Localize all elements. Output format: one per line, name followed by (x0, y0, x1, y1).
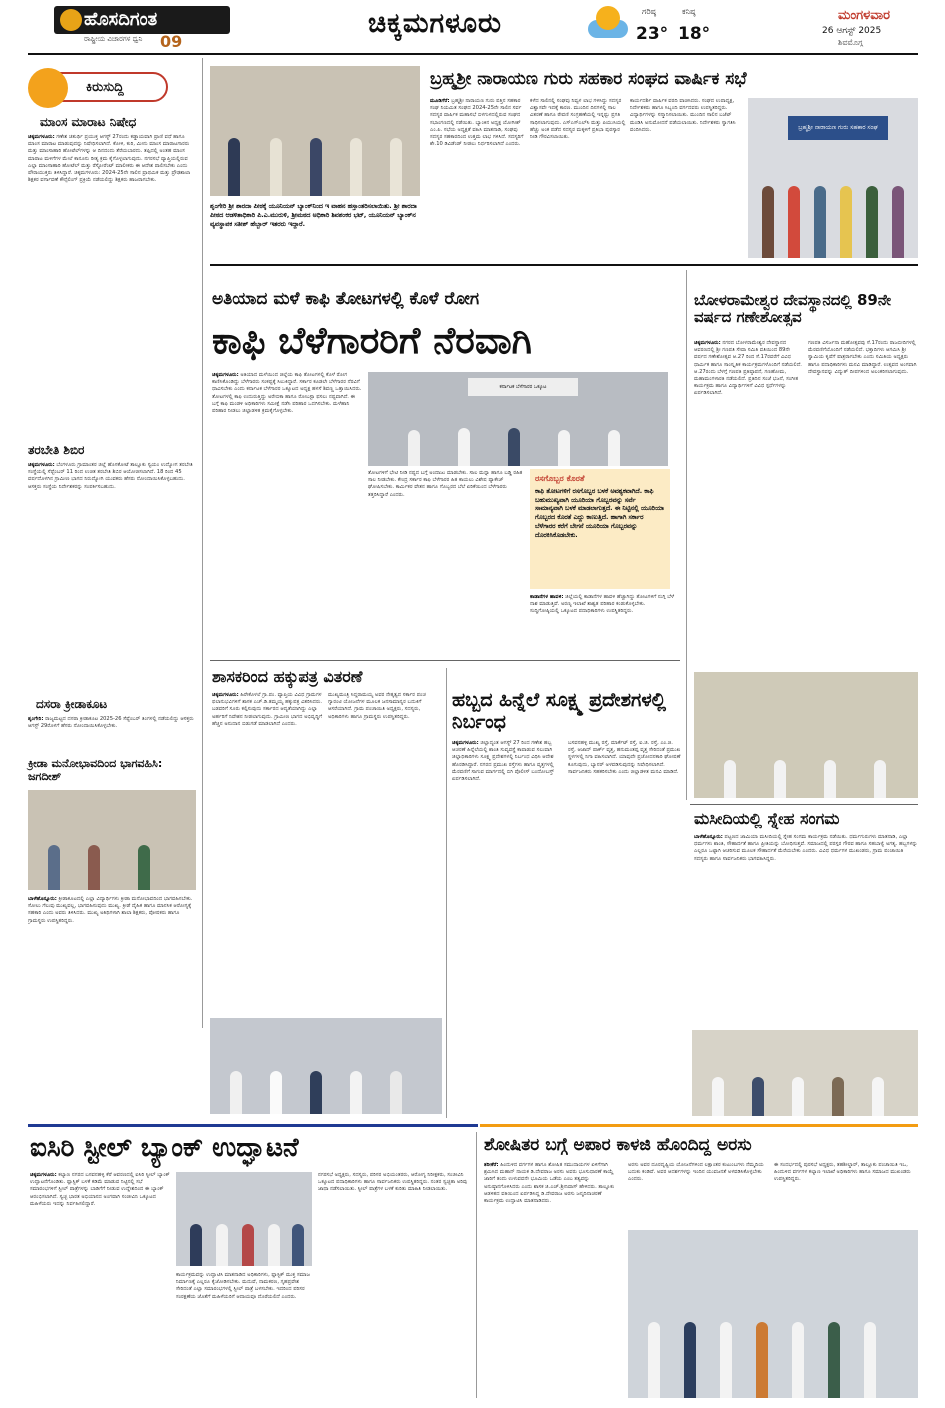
narayana-guru-photo (748, 98, 918, 258)
edition-city: ಚಿಕ್ಕಮಗಳೂರು (368, 8, 502, 39)
edition-name: ಶಿವಮೊಗ್ಗ (838, 38, 863, 47)
max-temp: 23° (636, 24, 669, 44)
weather-sun-icon (596, 6, 620, 30)
sports-headline: ಕ್ರೀಡಾ ಮನೋಭಾವದಿಂದ ಭಾಗವಹಿಸಿ: ಜಗದೀಶ್ (28, 757, 163, 783)
ebike-photo-caption: ಶೃಂಗೇರಿ ಶ್ರೀ ಶಾರದಾ ಪೀಠಕ್ಕೆ ಯೂನಿಯನ್ ಬ್ಯಾಂಕ್‌ನಿಂದ ಇ ವಾಹನ ಹಸ್ತಾಂತರಿಸಲಾಯಿತು. ಶ್ರೀ ಶಾರದಾ ಪೀಠದ ಆಡಳಿತಾಧಿಕಾರಿ ಪಿ.ಎ.ಮುರುಳಿ, ಶ್ರೀಮಠದ ಅಧಿಕಾರಿ ಶಿವಶಂಕರ ಭಟ್, ಯೂನಿಯನ್ ಬ್ಯಾಂಕ್‌ನ ವ್ಯವಸ್ಥಾಪಕ ಸತೀಶ್ ಹೆಬ್ಬಾರ್ ಇತರರು ಇದ್ದಾರೆ. (210, 203, 417, 228)
ganesha-meeting-photo (694, 672, 918, 798)
column-divider-mid (446, 668, 447, 1118)
brief-1-headline: ಮಾಂಸ ಮಾರಾಟ ನಿಷೇಧ (40, 115, 137, 129)
narayana-guru-col3: ಕಾರ್ಯದರ್ಶಿ ವಾರ್ಷಿಕ ವರದಿ ವಾಚಿಸಿದರು. ಸಂಘದ ಉಪಾಧ್ಯಕ್ಷ, ನಿರ್ದೇಶಕರು ಹಾಗೂ ಸಿಬ್ಬಂದಿ ವರ್ಗದವರು ಉಪಸ್ಥಿತರಿದ್ದರು. ವಿದ್ಯಾರ್ಥಿಗಳನ್ನು ಸನ್ಮಾನಿಸಲಾಯಿತು. ಮುಂದಿನ ಸಾಲಿನ ಬಜೆಟ್ ಮಂಡಿಸಿ ಅನುಮೋದನೆ ಪಡೆಯಲಾಯಿತು. ನಿರ್ದೇಶಕರು ಸ್ವಾಗತಿಸಿ ವಂದಿಸಿದರು. (630, 98, 736, 133)
coffee-press-banner: ಕರ್ನಾಟಕ ಬೆಳೆಗಾರರ ಒಕ್ಕೂಟ (468, 378, 578, 396)
paper-tagline: ರಾಷ್ಟ್ರೀಯ ವಿಚಾರಗಳ ಧ್ವನಿ (84, 35, 143, 43)
page-number: 09 (160, 32, 183, 51)
callout-body: ಕಾಫಿ ತೋಟಗಳಿಗೆ ರಸಗೊಬ್ಬರ ಬಳಕೆ ಅವಶ್ಯಕವಾಗಿದೆ. ಕಾಫಿ ಬಹುಮುಖ್ಯವಾಗಿ ಯೂರಿಯಾ ಗೊಬ್ಬರವನ್ನು ಸರ್ವೆ ಸಾಮಾನ್ಯವಾಗಿ ಬಳಕೆ ಮಾಡಲಾಗುತ್ತದೆ. ಈ ನಿಟ್ಟಿನಲ್ಲಿ ಯೂರಿಯಾ ಗೊಬ್ಬರದ ಕೊರತೆ ಎದ್ದು ಕಾಣುತ್ತಿದೆ. ಹಾಗಾಗಿ ಸರ್ಕಾರ ಬೆಳೆಗಾರರ ಕರೆಗೆ ಬೇಗನೆ ಯೂರಿಯಾ ಗೊಬ್ಬರವನ್ನು ದೊರಕಿಸಿಕೊಡಬೇಕು. (535, 488, 664, 539)
brief-3-body: ಶೃಂಗೇರಿ: ರಾಜ್ಯಮಟ್ಟದ ದಸರಾ ಕ್ರೀಡಾಕೂಟ 2025-26 ಸೆಪ್ಟೆಂಬರ್ ತಿಂಗಳಲ್ಲಿ ನಡೆಯಲಿದ್ದು ಆಸಕ್ತರು ಆಗಸ್ಟ್ 29ರೊಳಗೆ ಹೆಸರು ನೋಂದಾಯಿಸಿಕೊಳ್ಳಬೇಕು. (28, 716, 194, 730)
sports-photo (28, 790, 196, 890)
paper-emblem-icon (60, 9, 82, 31)
weekday: ಮಂಗಳವಾರ (838, 8, 891, 23)
section-bar-blue (28, 1124, 478, 1127)
steel-bank-col3: ನಗರಸಭೆ ಅಧ್ಯಕ್ಷರು, ಸದಸ್ಯರು, ಪರಿಸರ ಅಭಿಯಂತರರು, ಆರೋಗ್ಯ ನಿರೀಕ್ಷಕರು, ಸಂಜೀವಿನಿ ಒಕ್ಕೂಟದ ಪದಾಧಿಕಾರಿಗಳು ಹಾಗೂ ಸಾರ್ವಜನಿಕರು ಉಪಸ್ಥಿತರಿದ್ದರು. ನಂತರ ಸ್ವಚ್ಛತಾ ಅರಿವು ಜಾಥಾ ನಡೆಸಲಾಯಿತು. ಸ್ಟೀಲ್ ಪಾತ್ರೆಗಳ ಬಳಕೆ ಕುರಿತು ಮಾಹಿತಿ ನೀಡಲಾಯಿತು. (318, 1172, 468, 1193)
steel-bank-col2: ಕಾರ್ಯಕ್ರಮವನ್ನು ಉದ್ಘಾಟಿಸಿ ಮಾತನಾಡಿದ ಅಧಿಕಾರಿಗಳು, ಪ್ಲಾಸ್ಟಿಕ್ ಮುಕ್ತ ಸಮಾಜ ನಿರ್ಮಾಣಕ್ಕೆ ಎಲ್ಲರೂ ಕೈಜೋಡಿಸಬೇಕು. ಮದುವೆ, ನಾಮಕರಣ, ಗೃಹಪ್ರವೇಶ ಸೇರಿದಂತೆ ಎಲ್ಲಾ ಸಮಾರಂಭಗಳಲ್ಲಿ ಸ್ಟೀಲ್ ಪಾತ್ರೆ ಬಳಸಬೇಕು. ಇದರಿಂದ ಪರಿಸರ ಸಂರಕ್ಷಣೆಯ ಜೊತೆಗೆ ಮಹಿಳೆಯರಿಗೆ ಆದಾಯವೂ ದೊರೆಯಲಿದೆ ಎಂದರು. (176, 1272, 310, 1300)
briefs-label: ಕಿರುಸುದ್ದಿ (86, 80, 124, 95)
narayana-guru-stage-banner: ಬ್ರಹ್ಮಶ್ರೀ ನಾರಾಯಣ ಗುರು ಸಹಕಾರ ಸಂಘ (788, 116, 888, 140)
issue-date: 26 ಆಗಸ್ಟ್ 2025 (822, 26, 882, 36)
sports-body: ಬಾಳೆಹೊನ್ನೂರು: ಕ್ರೀಡಾಕೂಟದಲ್ಲಿ ಎಲ್ಲಾ ವಿದ್ಯಾರ್ಥಿಗಳು ಕ್ರೀಡಾ ಮನೋಭಾವದಿಂದ ಭಾಗವಹಿಸಬೇಕು. ಸೋಲು ಗೆಲುವು ಮುಖ್ಯವಲ್ಲ, ಭಾಗವಹಿಸುವುದು ಮುಖ್ಯ. ಕ್ರೀಡೆ ದೈಹಿಕ ಹಾಗೂ ಮಾನಸಿಕ ಆರೋಗ್ಯಕ್ಕೆ ಸಹಕಾರಿ ಎಂದು ಅವರು ತಿಳಿಸಿದರು. ಮುಖ್ಯ ಅತಿಥಿಗಳಾಗಿ ಶಾಲಾ ಶಿಕ್ಷಕರು, ಪೋಷಕರು ಹಾಗೂ ಗ್ರಾಮಸ್ಥರು ಉಪಸ್ಥಿತರಿದ್ದರು. (28, 896, 193, 924)
brief-3-headline: ದಸರಾ ಕ್ರೀಡಾಕೂಟ (36, 697, 108, 711)
masidi-body: ಬಾಳೆಹೊನ್ನೂರು: ಪಟ್ಟಣದ ಜಾಮಿಯಾ ಮಸೀದಿಯಲ್ಲಿ ಸ್ನೇಹ ಸಂಗಮ ಕಾರ್ಯಕ್ರಮ ನಡೆಯಿತು. ಧರ್ಮಗುರುಗಳು ಮಾತನಾಡಿ, ಎಲ್ಲಾ ಧರ್ಮಗಳು ಶಾಂತಿ, ಸೌಹಾರ್ದತೆ ಹಾಗೂ ಪ್ರೀತಿಯನ್ನು ಬೋಧಿಸುತ್ತವೆ. ಸಮಾಜದಲ್ಲಿ ಪರಸ್ಪರ ಗೌರವ ಹಾಗೂ ಸಹಬಾಳ್ವೆ ಅಗತ್ಯ. ಹಬ್ಬಗಳನ್ನು ಎಲ್ಲರೂ ಒಟ್ಟಾಗಿ ಆಚರಿಸುವ ಮೂಲಕ ಸೌಹಾರ್ದತೆ ಮೆರೆಯಬೇಕು ಎಂದರು. ವಿವಿಧ ಧರ್ಮಗಳ ಮುಖಂಡರು, ಗ್ರಾಮ ಪಂಚಾಯಿತಿ ಸದಸ್ಯರು ಹಾಗೂ ಸಾರ್ವಜನಿಕರು ಭಾಗವಹಿಸಿದ್ದರು. (694, 834, 918, 862)
arasu-col1: ತರೀಕೆರೆ: ಹಿಂದುಳಿದ ವರ್ಗಗಳ ಹಾಗೂ ಶೋಷಿತ ಸಮುದಾಯಗಳ ಏಳಿಗೆಗಾಗಿ ಶ್ರಮಿಸಿದ ಮಹಾನ್ ನಾಯಕ ಡಿ.ದೇವರಾಜ ಅರಸು ಅವರು ಭೂಸುಧಾರಣೆ ಕಾಯ್ದೆ ಜಾರಿಗೆ ತಂದು ಉಳುವವನೇ ಭೂಮಿಯ ಒಡೆಯ ಎಂಬ ತತ್ವವನ್ನು ಅನುಷ್ಠಾನಗೊಳಿಸಿದರು ಎಂದು ಶಾಸಕ ಜಿ.ಎಚ್.ಶ್ರೀನಿವಾಸ್ ಹೇಳಿದರು. ತಾಲ್ಲೂಕು ಆಡಳಿತದ ವತಿಯಿಂದ ಏರ್ಪಡಿಸಿದ್ದ ಡಿ.ದೇವರಾಜ ಅರಸು ಜನ್ಮದಿನಾಚರಣೆ ಕಾರ್ಯಕ್ರಮ ಉದ್ಘಾಟಿಸಿ ಮಾತನಾಡಿದರು. (484, 1162, 615, 1205)
restriction-headline: ಹಬ್ಬದ ಹಿನ್ನೆಲೆ ಸೂಕ್ಷ್ಮ ಪ್ರದೇಶಗಳಲ್ಲಿ ನಿರ್ಬಂಧ (452, 689, 667, 733)
ganesha-col1: ಚಿಕ್ಕಮಗಳೂರು: ನಗರದ ಬೋಳರಾಮೇಶ್ವರ ದೇವಸ್ಥಾನದ ಆವರಣದಲ್ಲಿ ಶ್ರೀ ಗಣಪತಿ ಸೇವಾ ಸಮಿತಿ ವತಿಯಿಂದ 89ನೇ ವರ್ಷದ ಗಣೇಶೋತ್ಸವ ಆ.27 ರಿಂದ ಸೆ.17ರವರೆಗೆ ವಿವಿಧ ಧಾರ್ಮಿಕ ಹಾಗೂ ಸಾಂಸ್ಕೃತಿಕ ಕಾರ್ಯಕ್ರಮಗಳೊಂದಿಗೆ ನಡೆಯಲಿದೆ. ಆ.27ರಂದು ಬೆಳಗ್ಗೆ ಗಣಪತಿ ಪ್ರತಿಷ್ಠಾಪನೆ, ಗಣಹೋಮ, ಮಹಾಮಂಗಳಾರತಿ ನಡೆಯಲಿದೆ. ಪ್ರತಿದಿನ ಸಂಜೆ ಭಜನೆ, ಸಂಗೀತ ಕಾರ್ಯಕ್ರಮ ಹಾಗೂ ವಿದ್ಯಾರ್ಥಿಗಳಿಗೆ ವಿವಿಧ ಸ್ಪರ್ಧೆಗಳನ್ನು ಏರ್ಪಡಿಸಲಾಗಿದೆ. (694, 340, 802, 397)
restriction-col2: ಬಸವನಹಳ್ಳಿ ಮುಖ್ಯ ರಸ್ತೆ, ಮಾರ್ಕೆಟ್ ರಸ್ತೆ, ಐ.ಜಿ. ರಸ್ತೆ, ಎಂ.ಜಿ. ರಸ್ತೆ, ಆಜಾದ್ ಪಾರ್ಕ್ ವೃತ್ತ, ಹನುಮಂತಪ್ಪ ವೃತ್ತ ಸೇರಿದಂತೆ ಪ್ರಮುಖ ಸ್ಥಳಗಳಲ್ಲಿ ನಿಗಾ ವಹಿಸಲಾಗಿದೆ. ಯಾವುದೇ ಪ್ರಚೋದನಕಾರಿ ಘೋಷಣೆ ಕೂಗುವುದು, ಬ್ಯಾನರ್ ಅಳವಡಿಸುವುದನ್ನು ನಿಷೇಧಿಸಲಾಗಿದೆ. ಸಾರ್ವಜನಿಕರು ಸಹಕರಿಸಬೇಕು ಎಂದು ಜಿಲ್ಲಾಡಳಿತ ಮನವಿ ಮಾಡಿದೆ. (568, 740, 681, 775)
hakkupatra-col1: ಚಿಕ್ಕಮಗಳೂರು: ಹಿರೇಕೊಳಲೆ ಗ್ರಾ.ಪಂ. ವ್ಯಾಪ್ತಿಯ ವಿವಿಧ ಗ್ರಾಮಗಳ ಫಲಾನುಭವಿಗಳಿಗೆ ಶಾಸಕ ಎಚ್.ಡಿ.ತಮ್ಮಯ್ಯ ಹಕ್ಕುಪತ್ರ ವಿತರಿಸಿದರು. ಬಡವರಿಗೆ ಸೂರು ಕಲ್ಪಿಸುವುದು ಸರ್ಕಾರದ ಆದ್ಯತೆಯಾಗಿದ್ದು ಎಲ್ಲಾ ಅರ್ಹರಿಗೆ ನಿವೇಶನ ನೀಡಲಾಗುವುದು. ಗ್ರಾಮೀಣ ಭಾಗದ ಅಭಿವೃದ್ಧಿಗೆ ಹೆಚ್ಚಿನ ಅನುದಾನ ಬಿಡುಗಡೆ ಮಾಡಲಾಗಿದೆ ಎಂದರು. (212, 692, 323, 727)
masthead-rule (28, 53, 918, 55)
min-temp: 18° (678, 24, 711, 44)
ganesha-headline: ಬೋಳರಾಮೇಶ್ವರ ದೇವಸ್ಥಾನದಲ್ಲಿ 89ನೇ ವರ್ಷದ ಗಣೇಶೋತ್ಸವ (694, 291, 892, 327)
brief-1-body: ಚಿಕ್ಕಮಗಳೂರು: ಗಣೇಶ ಚತುರ್ಥಿ ಪ್ರಯುಕ್ತ ಆಗಸ್ಟ್ 27ರಂದು ಕಡ್ಡಾಯವಾಗಿ ಪ್ರಾಣಿ ವಧೆ ಹಾಗೂ ಮಾಂಸ ಮಾರಾಟ ಮಾಡುವುದನ್ನು ನಿಷೇಧಿಸಲಾಗಿದೆ. ಕೋಳಿ, ಕುರಿ, ಮೀನು ಮಾಂಸ ಮಾರಾಟಗಾರರು ಮತ್ತು ಮಾಂಸಾಹಾರಿ ಹೋಟೆಲ್‌ಗಳನ್ನು ಆ ದಿನದಂದು ತೆರೆಯಬಾರದು. ತಪ್ಪಿದಲ್ಲಿ ಅಂತಹ ಮಾಂಸ ಮಾರಾಟ ಮಳಿಗೆಗಳ ಮೇಲೆ ಕಾನೂನು ರೀತ್ಯ ಕ್ರಮ ಕೈಗೊಳ್ಳಲಾಗುವುದು. ನಗರಸಭೆ ವ್ಯಾಪ್ತಿಯಲ್ಲಿರುವ ಎಲ್ಲಾ ಮಾಂಸಾಹಾರಿ ಹೋಟೆಲ್ ಮತ್ತು ರೆಸ್ಟೋರೆಂಟ್ ಮಾಲೀಕರು ಈ ಆದೇಶ ಪಾಲಿಸಬೇಕು ಎಂದು ಪೌರಾಯುಕ್ತರು ತಿಳಿಸಿದ್ದಾರೆ. ಚಿಕ್ಕಮಗಳೂರು: 2024-25ನೇ ಸಾಲಿನ ಪ್ರಾಥಮಿಕ ಮತ್ತು ಪ್ರೌಢಶಾಲಾ ಶಿಕ್ಷಕರ ವರ್ಗಾವಣೆ ಕೌನ್ಸೆಲಿಂಗ್ ಪ್ರಕ್ರಿಯೆ ನಡೆಯಲಿದ್ದು ಶಿಕ್ಷಕರು ಹಾಜರಾಗಬೇಕು. (28, 134, 191, 184)
hakkupatra-headline: ಶಾಸಕರಿಂದ ಹಕ್ಕುಪತ್ರ ವಿತರಣೆ (212, 667, 363, 686)
arasu-col2: ಅರಸು ಅವರ ದೂರದೃಷ್ಟಿಯ ಯೋಜನೆಗಳಿಂದ ಲಕ್ಷಾಂತರ ಕುಟುಂಬಗಳು ನೆಮ್ಮದಿಯ ಬದುಕು ಕಂಡಿವೆ. ಅವರ ಆದರ್ಶಗಳನ್ನು ಇಂದಿನ ಯುವಜನತೆ ಅಳವಡಿಸಿಕೊಳ್ಳಬೇಕು ಎಂದರು. (628, 1162, 764, 1183)
column-divider (202, 58, 203, 1028)
coffee-col1: ಚಿಕ್ಕಮಗಳೂರು: ಅತಿಯಾದ ಮಳೆಯಿಂದ ಜಿಲ್ಲೆಯ ಕಾಫಿ ತೋಟಗಳಲ್ಲಿ ಕೊಳೆ ರೋಗ ಕಾಣಿಸಿಕೊಂಡಿದ್ದು ಬೆಳೆಗಾರರು ಸಂಕಷ್ಟಕ್ಕೆ ಸಿಲುಕಿದ್ದಾರೆ. ಸರ್ಕಾರ ಕೂಡಲೇ ಬೆಳೆಗಾರರ ನೆರವಿಗೆ ಧಾವಿಸಬೇಕು ಎಂದು ಕರ್ನಾಟಕ ಬೆಳೆಗಾರರ ಒಕ್ಕೂಟದ ಅಧ್ಯಕ್ಷ ಹಳಸೆ ಶಿವಣ್ಣ ಒತ್ತಾಯಿಸಿದರು. ತೋಟಗಳಲ್ಲಿ ಕಾಫಿ ಉದುರುತ್ತಿದ್ದು ಅರೇಬಿಕಾ ಹಾಗೂ ರೋಬಸ್ಟಾ ಫಸಲು ನಷ್ಟವಾಗಿದೆ. ಈ ಬಗ್ಗೆ ಕಾಫಿ ಮಂಡಳಿ ಅಧಿಕಾರಿಗಳು ಸಮೀಕ್ಷೆ ನಡೆಸಿ ಪರಿಹಾರ ಒದಗಿಸಬೇಕು. ಮಳೆಹಾನಿ ಪರಿಹಾರ ನೀಡಲು ಜಿಲ್ಲಾಡಳಿತ ಕ್ರಮಕೈಗೊಳ್ಳಬೇಕು. (212, 372, 362, 415)
coffee-press-meet-photo (368, 372, 668, 466)
section-rule (210, 264, 918, 266)
fertilizer-callout (530, 469, 670, 589)
min-temp-label: ಕನಿಷ್ಠ (682, 7, 696, 16)
steel-bank-col1: ಚಿಕ್ಕಮಗಳೂರು: ಕಲ್ಯಾಣ ನಗರದ ಬಸವನಹಳ್ಳಿ ಕೆರೆ ಆವರಣದಲ್ಲಿ ಐಸಿರಿ ಸ್ಟೀಲ್ ಬ್ಯಾಂಕ್ ಉದ್ಘಾಟನೆಗೊಂಡಿತು. ಪ್ಲಾಸ್ಟಿಕ್ ಬಳಕೆ ಕಡಿಮೆ ಮಾಡುವ ನಿಟ್ಟಿನಲ್ಲಿ ಸಭೆ ಸಮಾರಂಭಗಳಿಗೆ ಸ್ಟೀಲ್ ಪಾತ್ರೆಗಳನ್ನು ಬಾಡಿಗೆಗೆ ನೀಡುವ ಉದ್ದೇಶದಿಂದ ಈ ಬ್ಯಾಂಕ್ ಆರಂಭಿಸಲಾಗಿದೆ. ಸ್ವಚ್ಛ ಭಾರತ ಅಭಿಯಾನದ ಅಂಗವಾಗಿ ಸಂಜೀವಿನಿ ಒಕ್ಕೂಟದ ಮಹಿಳೆಯರು ಇದನ್ನು ನಿರ್ವಹಿಸಲಿದ್ದಾರೆ. (30, 1172, 170, 1207)
brief-2-headline: ತರಬೇತಿ ಶಿಬಿರ (28, 443, 85, 457)
narayana-guru-headline: ಬ್ರಹ್ಮಶ್ರೀ ನಾರಾಯಣ ಗುರು ಸಹಕಾರ ಸಂಘದ ವಾರ್ಷಿಕ ಸಭೆ (430, 69, 747, 89)
arasu-headline: ಶೋಷಿತರ ಬಗ್ಗೆ ಅಪಾರ ಕಾಳಜಿ ಹೊಂದಿದ್ದ ಅರಸು (484, 1135, 752, 1155)
arasu-col3: ಈ ಸಂದರ್ಭದಲ್ಲಿ ಪುರಸಭೆ ಅಧ್ಯಕ್ಷರು, ತಹಶೀಲ್ದಾರ್, ತಾಲ್ಲೂಕು ಪಂಚಾಯಿತಿ ಇಒ, ಹಿಂದುಳಿದ ವರ್ಗಗಳ ಕಲ್ಯಾಣ ಇಲಾಖೆ ಅಧಿಕಾರಿಗಳು ಹಾಗೂ ಸಮಾಜದ ಮುಖಂಡರು ಉಪಸ್ಥಿತರಿದ್ದರು. (774, 1162, 911, 1183)
steel-bank-photo (176, 1172, 312, 1266)
restriction-col1: ಚಿಕ್ಕಮಗಳೂರು: ಜಿಲ್ಲಾದ್ಯಂತ ಆಗಸ್ಟ್ 27 ರಿಂದ ಗಣೇಶ ಹಬ್ಬ ಆಚರಣೆ ಹಿನ್ನೆಲೆಯಲ್ಲಿ ಶಾಂತಿ ಸುವ್ಯವಸ್ಥೆ ಕಾಪಾಡುವ ಸಲುವಾಗಿ ಜಿಲ್ಲಾಧಿಕಾರಿಗಳು ಸೂಕ್ಷ್ಮ ಪ್ರದೇಶಗಳಲ್ಲಿ ನಿರ್ಬಂಧ ವಿಧಿಸಿ ಆದೇಶ ಹೊರಡಿಸಿದ್ದಾರೆ. ನಗರದ ಪ್ರಮುಖ ರಸ್ತೆಗಳು ಹಾಗೂ ವೃತ್ತಗಳಲ್ಲಿ ಮೆರವಣಿಗೆ ಸಾಗುವ ಮಾರ್ಗದಲ್ಲಿ ಬಿಗಿ ಪೊಲೀಸ್ ಬಂದೋಬಸ್ತ್ ಏರ್ಪಡಿಸಲಾಗಿದೆ. (452, 740, 554, 783)
arasu-event-photo (628, 1230, 918, 1398)
masidi-headline: ಮಸೀದಿಯಲ್ಲಿ ಸ್ನೇಹ ಸಂಗಮ (694, 809, 840, 828)
ganesha-col2: ಗಣಪತಿ ವಿಸರ್ಜನಾ ಮಹೋತ್ಸವವು ಸೆ.17ರಂದು ರಾಜಬೀದಿಗಳಲ್ಲಿ ಮೆರವಣಿಗೆಯೊಂದಿಗೆ ನಡೆಯಲಿದೆ. ಭಕ್ತಾದಿಗಳು ಆಗಮಿಸಿ ಶ್ರೀ ಸ್ವಾಮಿಯ ಕೃಪೆಗೆ ಪಾತ್ರರಾಗಬೇಕು ಎಂದು ಸಮಿತಿಯ ಅಧ್ಯಕ್ಷರು ಹಾಗೂ ಪದಾಧಿಕಾರಿಗಳು ಮನವಿ ಮಾಡಿದ್ದಾರೆ. ಉತ್ಸವದ ಅಂಗವಾಗಿ ದೇವಸ್ಥಾನವನ್ನು ವಿದ್ಯುತ್ ದೀಪಗಳಿಂದ ಅಲಂಕರಿಸಲಾಗುವುದು. (808, 340, 917, 375)
paper-logo: ಹೊಸದಿಗಂತ (54, 6, 230, 34)
section-rule-2 (210, 660, 680, 661)
pointing-hand-icon (28, 68, 68, 108)
column-divider-right (686, 270, 687, 800)
masthead (0, 0, 945, 52)
masidi-photo (692, 1030, 918, 1116)
narayana-guru-col2: ಕಳೆದ ಸಾಲಿನಲ್ಲಿ ಸಂಘವು ನಿವ್ವಳ ಲಾಭ ಗಳಿಸಿದ್ದು ಸದಸ್ಯರ ವಿಶ್ವಾಸವೇ ಇದಕ್ಕೆ ಕಾರಣ. ಮುಂದಿನ ದಿನಗಳಲ್ಲಿ ಸಾಲ ವಿತರಣೆ ಹಾಗೂ ಠೇವಣಿ ಸಂಗ್ರಹಣೆಯಲ್ಲಿ ಇನ್ನಷ್ಟು ಪ್ರಗತಿ ಸಾಧಿಸಲಾಗುವುದು. ಎಸ್‌ಎಸ್‌ಎಲ್‌ಸಿ ಮತ್ತು ಪಿಯುಸಿಯಲ್ಲಿ ಹೆಚ್ಚು ಅಂಕ ಪಡೆದ ಸದಸ್ಯರ ಮಕ್ಕಳಿಗೆ ಪ್ರತಿಭಾ ಪುರಸ್ಕಾರ ನೀಡಿ ಗೌರವಿಸಲಾಯಿತು. (530, 98, 626, 141)
section-bar-orange (480, 1124, 918, 1127)
coffee-col3: ಕಾಡಾನೆಗಳ ಹಾವಳಿ: ಜಿಲ್ಲೆಯಲ್ಲಿ ಕಾಡಾನೆಗಳ ಹಾವಳಿ ಹೆಚ್ಚಾಗಿದ್ದು ತೋಟಗಳಿಗೆ ನುಗ್ಗಿ ಬೆಳೆ ನಾಶ ಮಾಡುತ್ತಿವೆ. ಅರಣ್ಯ ಇಲಾಖೆ ಶಾಶ್ವತ ಪರಿಹಾರ ಕಂಡುಕೊಳ್ಳಬೇಕು. ಸುದ್ದಿಗೋಷ್ಠಿಯಲ್ಲಿ ಒಕ್ಕೂಟದ ಪದಾಧಿಕಾರಿಗಳು ಉಪಸ್ಥಿತರಿದ್ದರು. (530, 594, 675, 615)
hakkupatra-photo (210, 1018, 442, 1114)
hakkupatra-col2: ಮುಖ್ಯಮಂತ್ರಿ ಸಿದ್ದರಾಮಯ್ಯ ಅವರ ನೇತೃತ್ವದ ಸರ್ಕಾರ ಪಂಚ ಗ್ಯಾರಂಟಿ ಯೋಜನೆಗಳ ಮೂಲಕ ಜನಸಾಮಾನ್ಯರ ಬದುಕಿಗೆ ಆಸರೆಯಾಗಿದೆ. ಗ್ರಾಮ ಪಂಚಾಯಿತಿ ಅಧ್ಯಕ್ಷರು, ಸದಸ್ಯರು, ಅಧಿಕಾರಿಗಳು ಹಾಗೂ ಗ್ರಾಮಸ್ಥರು ಉಪಸ್ಥಿತರಿದ್ದರು. (328, 692, 426, 720)
coffee-kicker: ಅತಿಯಾದ ಮಳೆ ಕಾಫಿ ತೋಟಗಳಲ್ಲಿ ಕೊಳೆ ರೋಗ (212, 289, 480, 309)
column-divider-bottom (476, 1132, 477, 1398)
brief-2-body: ಚಿಕ್ಕಮಗಳೂರು: ಬೆಂಗಳೂರು ಗ್ರಾಮಾಂತರ ಜಿಲ್ಲೆ ಹೊಸಕೋಟೆ ತಾಲ್ಲೂಕು ಸ್ವಯಂ ಉದ್ಯೋಗ ತರಬೇತಿ ಸಂಸ್ಥೆಯಲ್ಲಿ ಸೆಪ್ಟೆಂಬರ್ 11 ರಿಂದ ಉಚಿತ ತರಬೇತಿ ಶಿಬಿರ ಆಯೋಜಿಸಲಾಗಿದೆ. 18 ರಿಂದ 45 ವರ್ಷದೊಳಗಿನ ಗ್ರಾಮೀಣ ಭಾಗದ ನಿರುದ್ಯೋಗಿ ಯುವಕರು ಹೆಸರು ನೋಂದಾಯಿಸಿಕೊಳ್ಳಬಹುದು. ಆಸಕ್ತರು ಸಂಸ್ಥೆಯ ನಿರ್ದೇಶಕರನ್ನು ಸಂಪರ್ಕಿಸಬಹುದು. (28, 462, 193, 490)
coffee-col2: ತೋಟಗಳಿಗೆ ಭೇಟಿ ನೀಡಿ ನಷ್ಟದ ಬಗ್ಗೆ ಅಂದಾಜು ಮಾಡಬೇಕು. ಸಾಲ ಮನ್ನಾ ಹಾಗೂ ಬಡ್ಡಿ ರಹಿತ ಸಾಲ ನೀಡಬೇಕು. ಕೇಂದ್ರ ಸರ್ಕಾರ ಕಾಫಿ ಬೆಳೆಗಾರರ ಹಿತ ಕಾಯಲು ವಿಶೇಷ ಪ್ಯಾಕೇಜ್ ಘೋಷಿಸಬೇಕು. ಕಾರ್ಮಿಕರ ವೇತನ ಹಾಗೂ ಗೊಬ್ಬರದ ಬೆಲೆ ಏರಿಕೆಯಿಂದ ಬೆಳೆಗಾರರು ತತ್ತರಿಸಿದ್ದಾರೆ ಎಂದರು. (368, 470, 523, 498)
section-rule-3 (690, 804, 918, 805)
narayana-guru-col1: ಮೂಡಿಗೆರೆ: ಬ್ರಹ್ಮಶ್ರೀ ನಾರಾಯಣ ಗುರು ಪತ್ತಿನ ಸಹಕಾರ ಸಂಘ ನಿಯಮಿತ ಸಂಘದ 2024-25ನೇ ಸಾಲಿನ ಸರ್ವ ಸದಸ್ಯರ ವಾರ್ಷಿಕ ಮಹಾಸಭೆ ಬಿಳಗುಳದಲ್ಲಿರುವ ಸಂಘದ ಸಭಾಂಗಣದಲ್ಲಿ ನಡೆಯಿತು. ಬ್ಯಾಂಕಿನ ಅಧ್ಯಕ್ಷ ಯೋಗೀಶ್ ಎಂ.ಪಿ. ಸಭೆಯ ಅಧ್ಯಕ್ಷತೆ ವಹಿಸಿ ಮಾತನಾಡಿ, ಸಂಘವು ಸದಸ್ಯರ ಸಹಕಾರದಿಂದ ಉತ್ತಮ ಲಾಭ ಗಳಿಸಿದೆ. ಸದಸ್ಯರಿಗೆ ಶೇ.10 ಡಿವಿಡೆಂಡ್ ನೀಡಲು ನಿರ್ಧರಿಸಲಾಗಿದೆ ಎಂದರು. (430, 98, 524, 148)
ebike-handover-photo (210, 66, 420, 196)
max-temp-label: ಗರಿಷ್ಠ (642, 7, 656, 16)
steel-bank-headline: ಐಸಿರಿ ಸ್ಟೀಲ್ ಬ್ಯಾಂಕ್ ಉದ್ಘಾಟನೆ (30, 1133, 299, 1163)
callout-title: ರಸಗೊಬ್ಬರ ಕೊರತೆ (535, 474, 585, 483)
coffee-headline: ಕಾಫಿ ಬೆಳೆಗಾರರಿಗೆ ನೆರವಾಗಿ (212, 319, 532, 362)
